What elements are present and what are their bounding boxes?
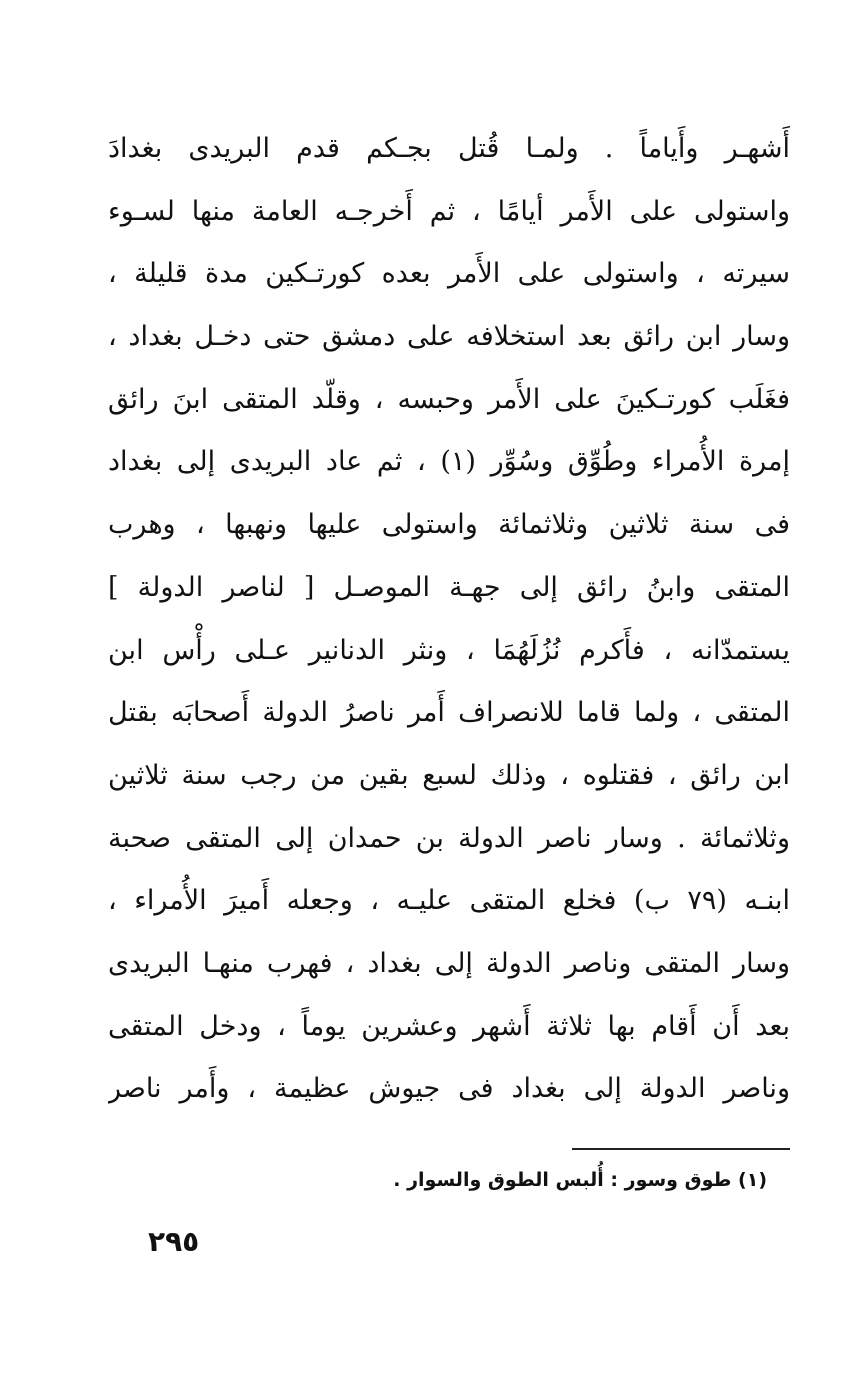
- text-line: وثلاثمائة . وسار ناصر الدولة بن حمدان إلى المتقى صحبة: [108, 822, 790, 854]
- text-line: أَشهـر وأَياماً . ولمـا قُتل بجـكم قدم البريدى بغدادَ: [108, 133, 790, 164]
- text-line: إمرة الأُمراء وطُوِّق وسُوِّر (١) ، ثم عاد البريدى إلى بغداد: [108, 446, 790, 478]
- main-text-block: [108, 118, 790, 1121]
- footnote-divider: [572, 1148, 790, 1150]
- page-number: ٢٩٥: [148, 1225, 200, 1258]
- text-line: ابنـه (٧٩ ب) فخلع المتقى عليـه ، وجعله أَميرَ الأُمراء ،: [108, 885, 790, 917]
- text-line: ابن رائق ، فقتلوه ، وذلك لسبع بقين من رجب سنة ثلاثين: [108, 759, 790, 791]
- text-line: يستمدّانه ، فأَكرم نُزُلَهُمَا ، ونثر الدنانير عـلى رأْس ابن: [108, 634, 790, 666]
- text-line: وسار المتقى وناصر الدولة إلى بغداد ، فهرب منهـا البريدى: [108, 947, 790, 979]
- text-line: وناصر الدولة إلى بغداد فى جيوش عظيمة ، وأَمر ناصر: [108, 1073, 790, 1105]
- text-line: المتقى ، ولما قاما للانصراف أَمر ناصرُ الدولة أَصحابَه بقتل: [108, 697, 790, 729]
- text-line: فى سنة ثلاثين وثلاثمائة واستولى عليها ونهبها ، وهرب: [108, 509, 790, 541]
- text-line: وسار ابن رائق بعد استخلافه على دمشق حتى دخـل بغداد ،: [108, 321, 790, 353]
- text-line: بعد أَن أَقام بها ثلاثة أَشهر وعشرين يوماً ، ودخل المتقى: [108, 1010, 790, 1042]
- text-line: فغَلَب كورتـكينَ على الأَمر وحبسه ، وقلّد المتقى ابنَ رائق: [108, 383, 790, 415]
- text-line: المتقى وابنُ رائق إلى جهـة الموصـل [ لناصر الدولة ]: [108, 571, 790, 603]
- text-line: واستولى على الأَمر أيامًا ، ثم أَخرجـه العامة منها لسـوء: [108, 195, 790, 227]
- footnote: (١) طوق وسور : أُلبس الطوق والسوار .: [393, 1169, 767, 1191]
- text-line: سيرته ، واستولى على الأَمر بعده كورتـكين مدة قليلة ،: [108, 258, 790, 290]
